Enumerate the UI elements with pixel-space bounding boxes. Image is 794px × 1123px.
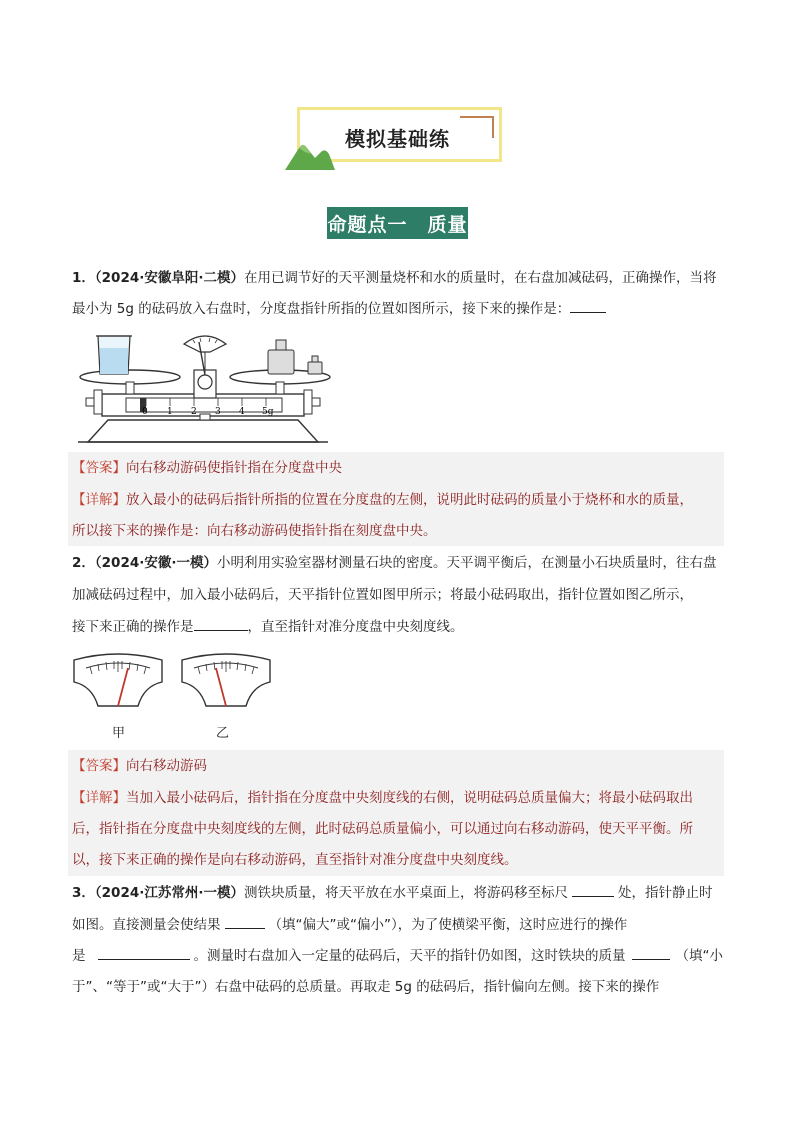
q3-line4: 于”、“等于”或“大于”）右盘中砝码的总质量。再取走 5g 的砝码后，指针偏向左侧。接下来的操作 bbox=[72, 979, 660, 995]
section-title: 模拟基础练 bbox=[345, 127, 450, 151]
scale-label: 0 bbox=[142, 407, 148, 417]
q1-text: 最小为 5g 的砝码放入右盘时，分度盘指针所指的位置如图所示，接下来的操作是： bbox=[72, 301, 571, 317]
q1-answer: 【答案】向右移动游码使指针指在分度盘中央 bbox=[72, 460, 342, 476]
q3-source: （2024·江苏常州·一模） bbox=[94, 885, 244, 901]
answer-blank bbox=[194, 616, 248, 631]
answer-blank bbox=[632, 945, 670, 960]
q1-text: 在用已调节好的天平测量烧杯和水的质量时，在右盘加减砝码，正确操作，当将 bbox=[244, 270, 717, 286]
answer-blank bbox=[572, 882, 614, 897]
figure-label-a: 甲 bbox=[112, 726, 126, 741]
q1-detail: 所以接下来的操作是：向右移动游码使指针指在刻度盘中央。 bbox=[72, 523, 437, 539]
q1-number: 1． bbox=[72, 270, 95, 286]
mountain-icon bbox=[285, 138, 335, 170]
answer-blank bbox=[570, 298, 606, 313]
q3-line3: 是 。测量时右盘加入一定量的砝码后，天平的指针仍如图，这时铁块的质量 （填“小 bbox=[72, 941, 726, 972]
q2-answer: 【答案】向右移动游码 bbox=[72, 758, 207, 774]
q3-number: 3． bbox=[72, 885, 95, 901]
q2-detail: 后，指针指在分度盘中央刻度线的左侧，此时砝码总质量偏小，可以通过向右移动游码，使天平平衡。所 bbox=[72, 821, 693, 837]
q2-source: （2024·安徽·一模） bbox=[94, 555, 217, 571]
scale-label: 1 bbox=[167, 407, 173, 417]
dial-b bbox=[182, 654, 270, 706]
answer-blank bbox=[98, 945, 190, 960]
detail-tag: 【详解】 bbox=[72, 492, 126, 508]
detail-tag: 【详解】 bbox=[72, 790, 126, 806]
banner-decoration bbox=[492, 116, 494, 138]
q1-line2 bbox=[72, 294, 726, 325]
q2-line1: 2．（2024·安徽·一模）小明利用实验室器材测量石块的密度。天平调平衡后，在测量小石块质量时，往右盘 bbox=[72, 555, 717, 571]
q3-line2: 如图。直接测量会使结果 （填“偏大”或“偏小”），为了使横梁平衡，这时应进行的操作 bbox=[72, 910, 726, 941]
q2-line2: 加减砝码过程中，加入最小砝码后，天平指针位置如图甲所示；将最小砝码取出，指针位置如图乙所示， bbox=[72, 587, 693, 603]
scale-label: 5g bbox=[262, 407, 274, 417]
q2-line3: 接下来正确的操作是 ，直至指针对准分度盘中央刻度线。 bbox=[72, 612, 726, 643]
q1-detail: 【详解】放入最小的砝码后指针所指的位置在分度盘的左侧，说明此时砝码的质量小于烧杯和水的质量， bbox=[72, 492, 693, 508]
dial-a bbox=[74, 654, 162, 706]
scale-label: 4 bbox=[239, 407, 245, 417]
q1-source: （2024·安徽阜阳·二模） bbox=[94, 270, 244, 286]
topic-title: 命题点一 质量 bbox=[327, 207, 468, 239]
q2-detail: 【详解】当加入最小砝码后，指针指在分度盘中央刻度线的右侧，说明砝码总质量偏大；将最小砝码取出 bbox=[72, 790, 693, 806]
q2-number: 2． bbox=[72, 555, 95, 571]
q3-line1: 3．（2024·江苏常州·一模）测铁块质量，将天平放在水平桌面上，将游码移至标尺 处，指针静止时 bbox=[72, 878, 726, 909]
answer-tag: 【答案】 bbox=[72, 460, 126, 476]
answer-blank bbox=[225, 914, 265, 929]
q2-detail: 以，接下来正确的操作是向右移动游码，直至指针对准分度盘中央刻度线。 bbox=[72, 852, 518, 868]
scale-label: 2 bbox=[191, 407, 197, 417]
answer-tag: 【答案】 bbox=[72, 758, 126, 774]
figure-label-b: 乙 bbox=[216, 726, 230, 741]
balance-figure bbox=[72, 330, 334, 448]
q1-line1 bbox=[72, 263, 726, 294]
dial-figures bbox=[72, 652, 272, 742]
banner-decoration bbox=[460, 116, 494, 118]
scale-label: 3 bbox=[215, 407, 221, 417]
